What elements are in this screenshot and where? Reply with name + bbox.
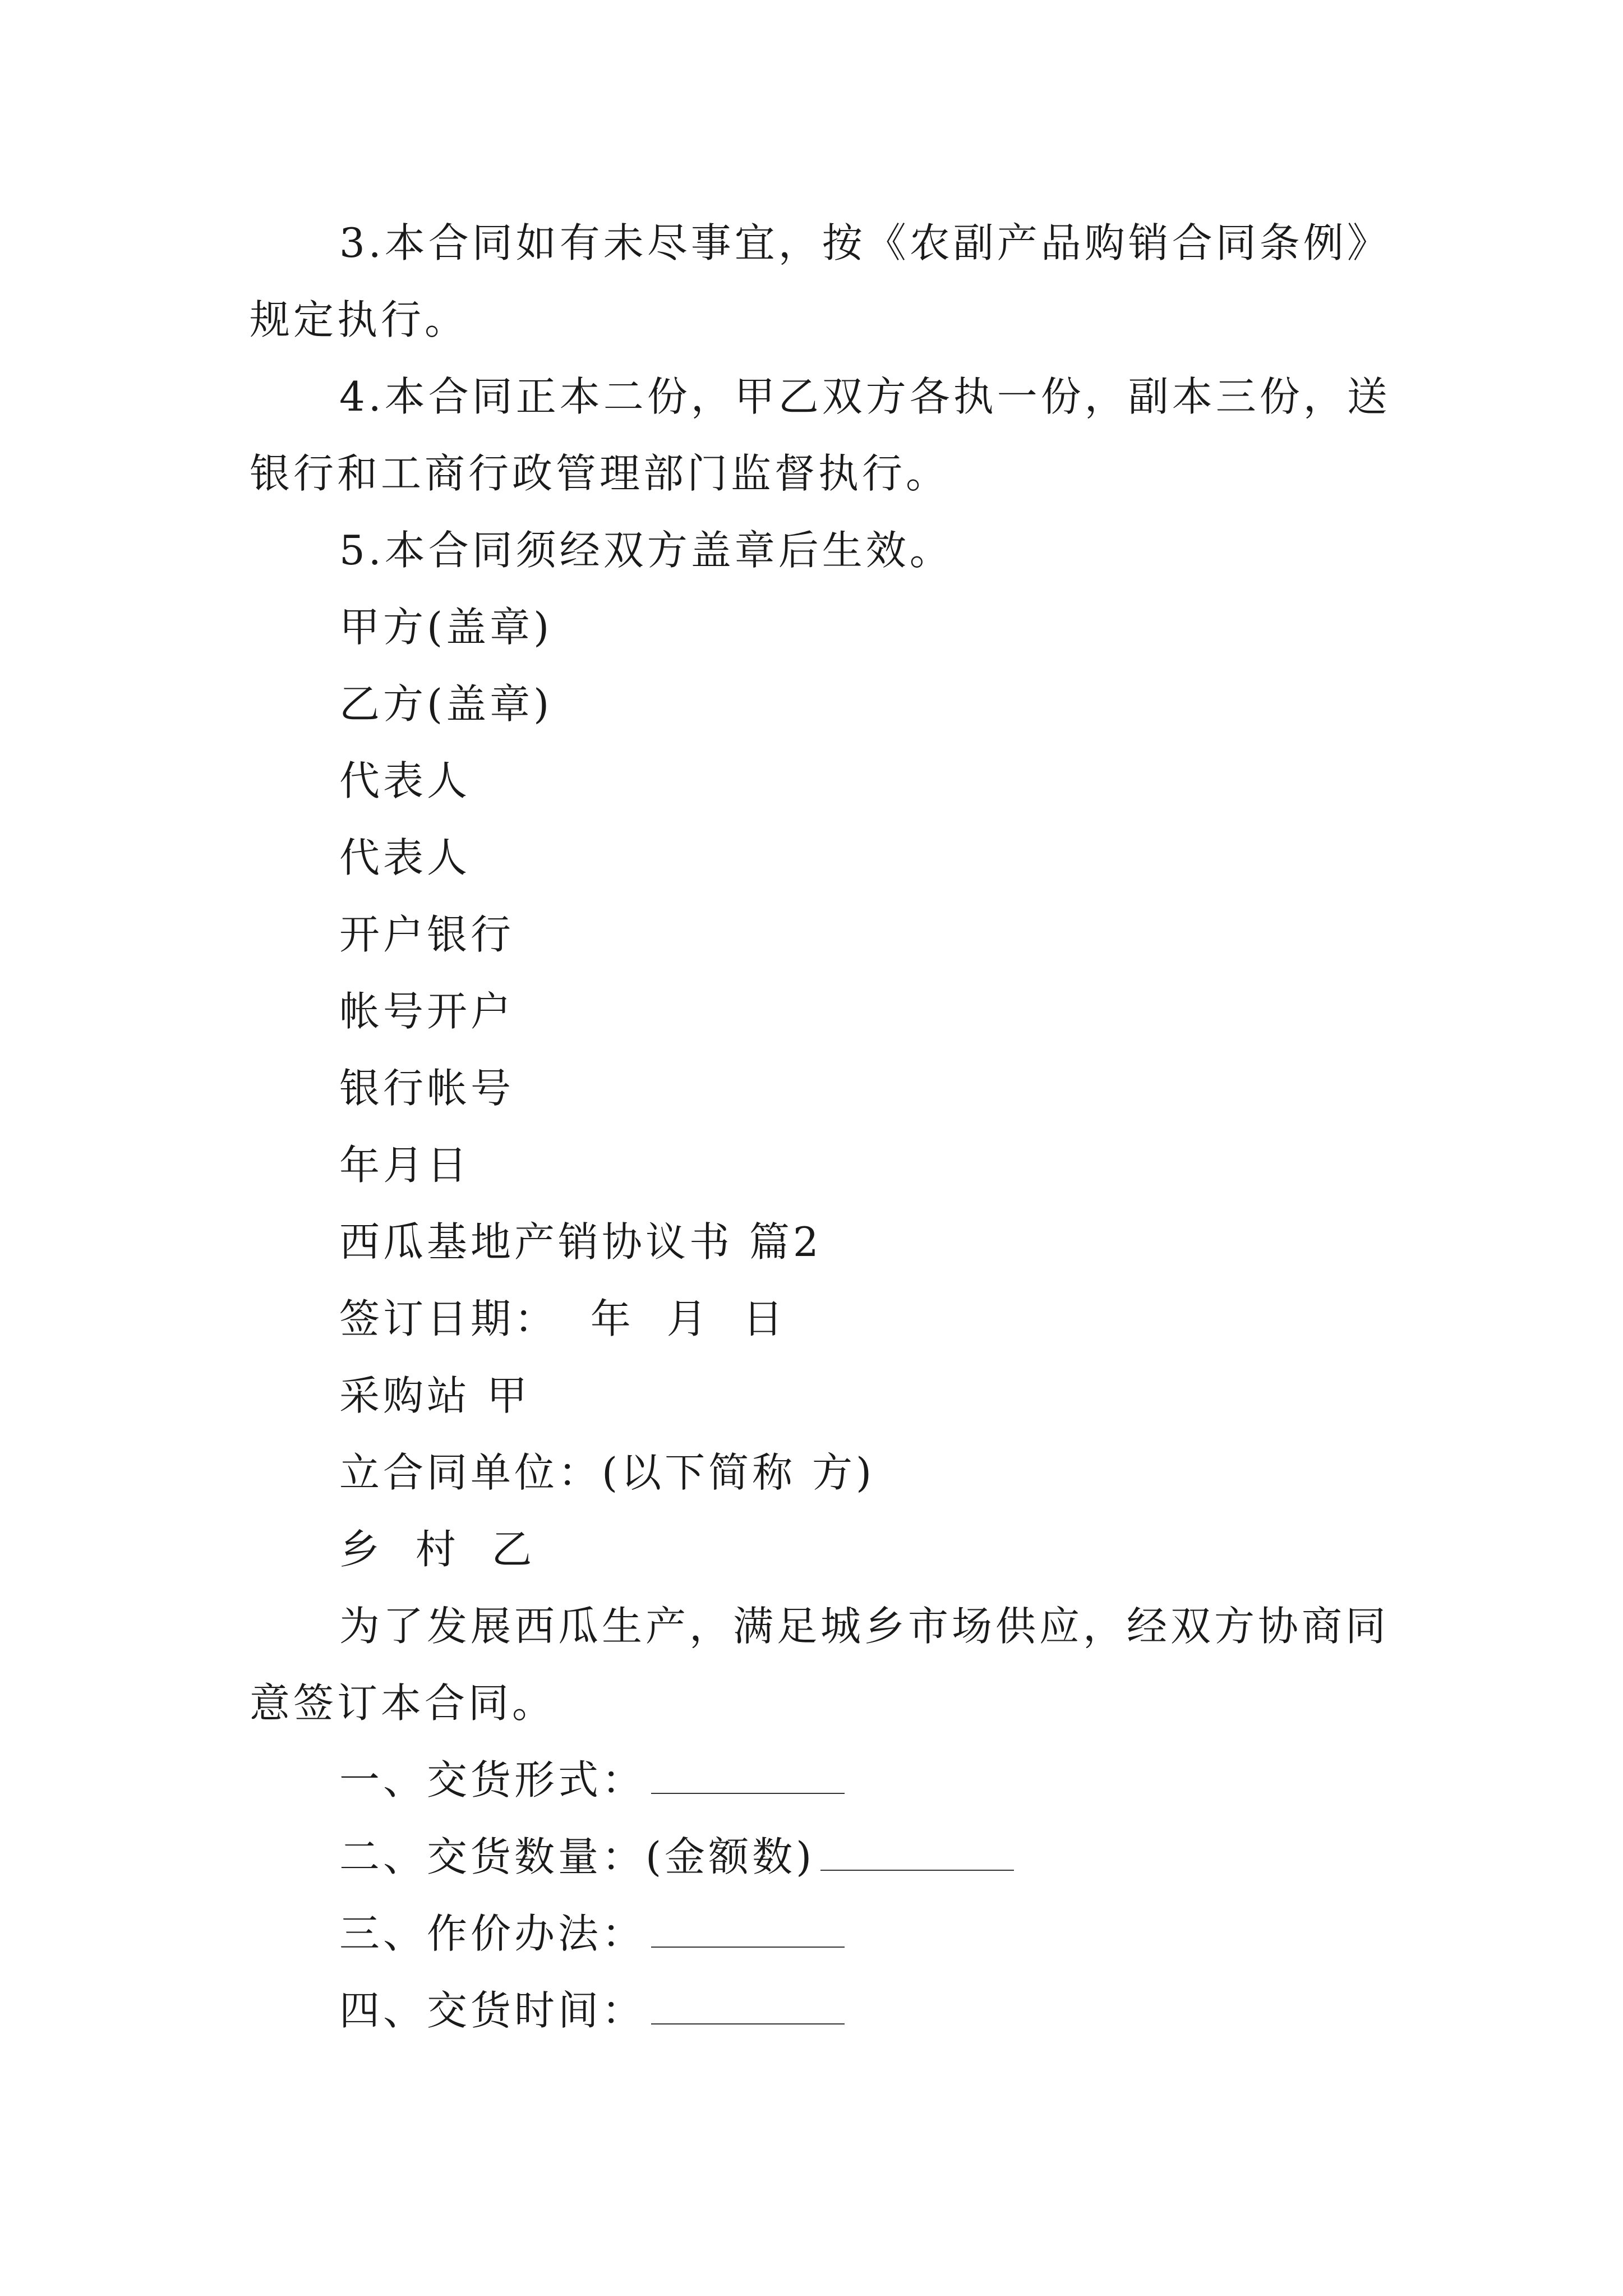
township-village: 乡 村 乙: [339, 1526, 536, 1573]
party-a-seal: 甲方(盖章): [339, 604, 553, 651]
field-delivery-time: [250, 1972, 1388, 2049]
party-b-seal: 乙方(盖章): [339, 680, 553, 728]
purchasing-station: 采购站 甲: [339, 1372, 531, 1419]
representative-b: 代表人: [339, 834, 471, 881]
section-title: 西瓜基地产销协议书 篇2: [339, 1218, 822, 1266]
purpose-line-1: 为了发展西瓜生产，满足城乡市场供应，经双方协商同: [339, 1603, 1390, 1650]
field-delivery-time-blank[interactable]: [651, 1990, 845, 2024]
field-pricing-method-blank[interactable]: [651, 1913, 845, 1948]
signature-date: 年月日: [339, 1142, 471, 1189]
signing-date: 签订日期： 年 月 日: [339, 1295, 787, 1342]
field-delivery-form: [250, 1742, 1388, 1819]
field-delivery-quantity-blank[interactable]: [820, 1836, 1014, 1871]
clause-4-line-1: 4.本合同正本二份，甲乙双方各执一份，副本三份，送: [339, 373, 1391, 420]
field-pricing-method: [250, 1895, 1388, 1972]
clause-3-line-1: 3.本合同如有未尽事宜，按《农副产品购销合同条例》: [339, 219, 1391, 266]
purpose-line-2: 意签订本合同。: [250, 1680, 556, 1727]
document-body: [250, 205, 1391, 2049]
bank-account-number: 银行帐号: [339, 1065, 515, 1112]
field-delivery-form-blank[interactable]: [651, 1759, 845, 1794]
field-delivery-quantity-label: 二、交货数量：(金额数): [339, 1833, 815, 1880]
contracting-unit: 立合同单位：(以下简称 方): [339, 1449, 875, 1496]
bank-of-account: 开户银行: [339, 911, 515, 958]
account-opening: 帐号开户: [339, 988, 515, 1035]
field-delivery-form-label: 一、交货形式：: [339, 1756, 646, 1803]
representative-a: 代表人: [339, 757, 471, 804]
field-pricing-method-label: 三、作价办法：: [339, 1910, 646, 1957]
clause-5: 5.本合同须经双方盖章后生效。: [339, 527, 953, 574]
clause-3-line-2: 规定执行。: [250, 296, 469, 343]
clause-4-line-2: 银行和工商行政管理部门监督执行。: [250, 450, 950, 497]
field-delivery-quantity: [250, 1819, 1388, 1895]
field-delivery-time-label: 四、交货时间：: [339, 1987, 646, 2034]
